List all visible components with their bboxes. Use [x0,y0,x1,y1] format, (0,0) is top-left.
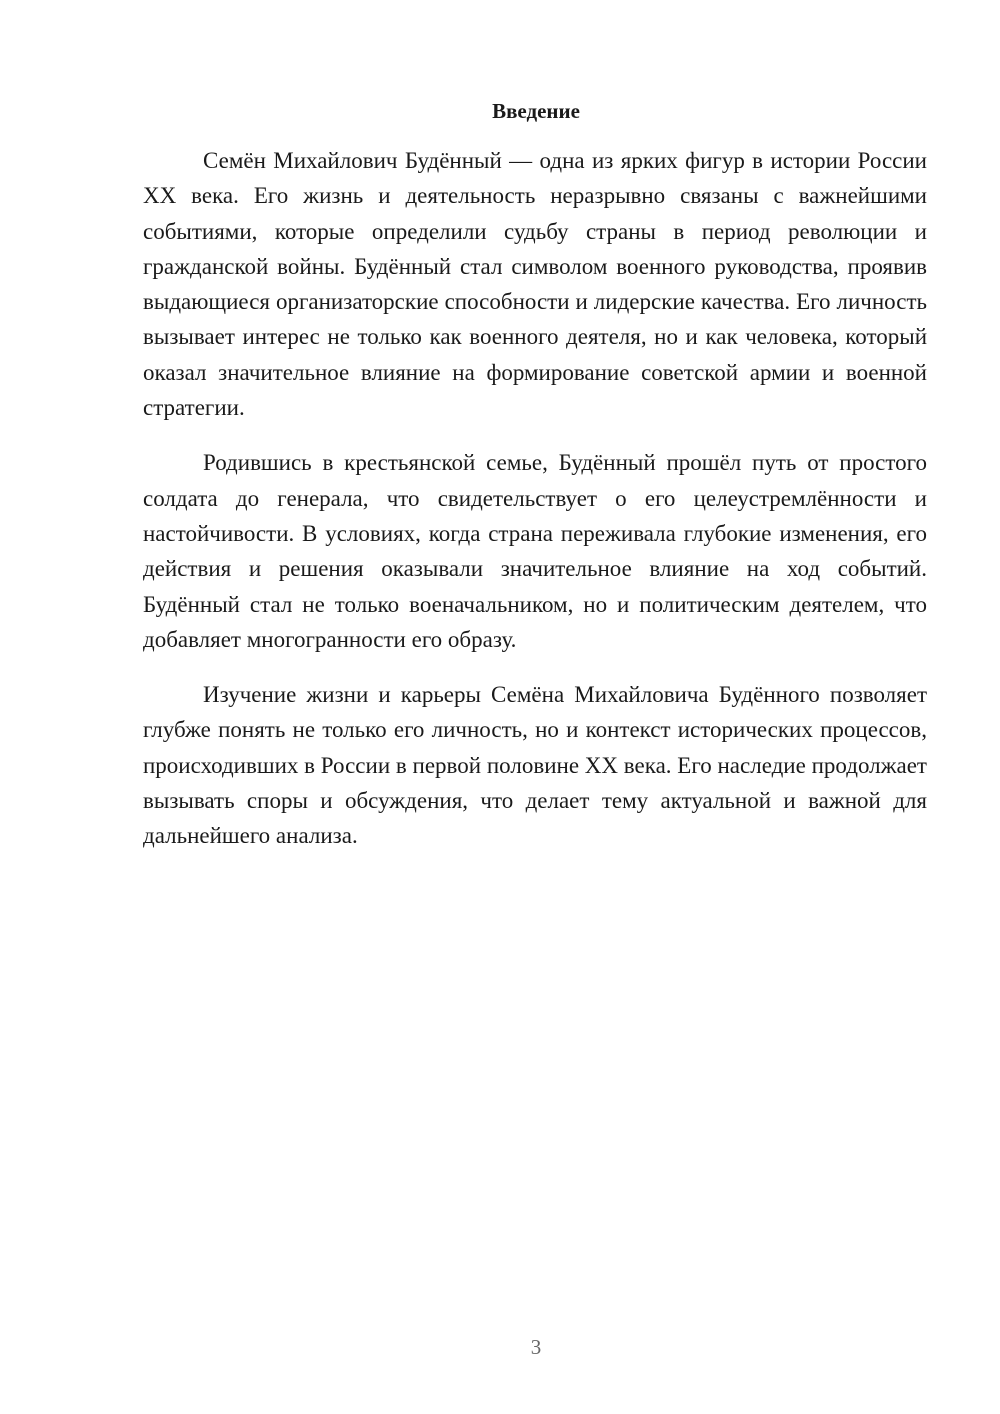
page-number: 3 [530,1335,542,1359]
paragraph-2: Родившись в крестьянской семье, Будённый прошёл путь от простого солдата до генерала, что свидетельствует о его целеустремлённости и настойчивости. В условиях, когда страна переживала глубокие изменения, его действия и решения оказывали значительное влияние на ход событий. Будённый стал не только военачальником, но и политическим деятелем, что добавляет многогранности его образу. [143,450,927,652]
paragraph-3: Изучение жизни и карьеры Семёна Михайловича Будённого позволяет глубже понять не только его личность, но и контекст исторических процессов, происходивших в России в первой половине XX века. Его наследие продолжает вызывать споры и обсуждения, что делает тему актуальной и важной для дальнейшего анализа. [143,682,927,849]
paragraph-1: Семён Михайлович Будённый — одна из ярких фигур в истории России XX века. Его жизнь и деятельность неразрывно связаны с важнейшими событиями, которые определили судьбу страны в период революции и гражданской войны. Будённый стал символом военного руководства, проявив выдающиеся организаторские способности и лидерские качества. Его личность вызывает интерес не только как военного деятеля, но и как человека, который оказал значительное влияние на формирование советской армии и военной стратегии. [143,148,927,421]
section-heading: Введение [492,99,580,123]
body-text [143,143,927,874]
